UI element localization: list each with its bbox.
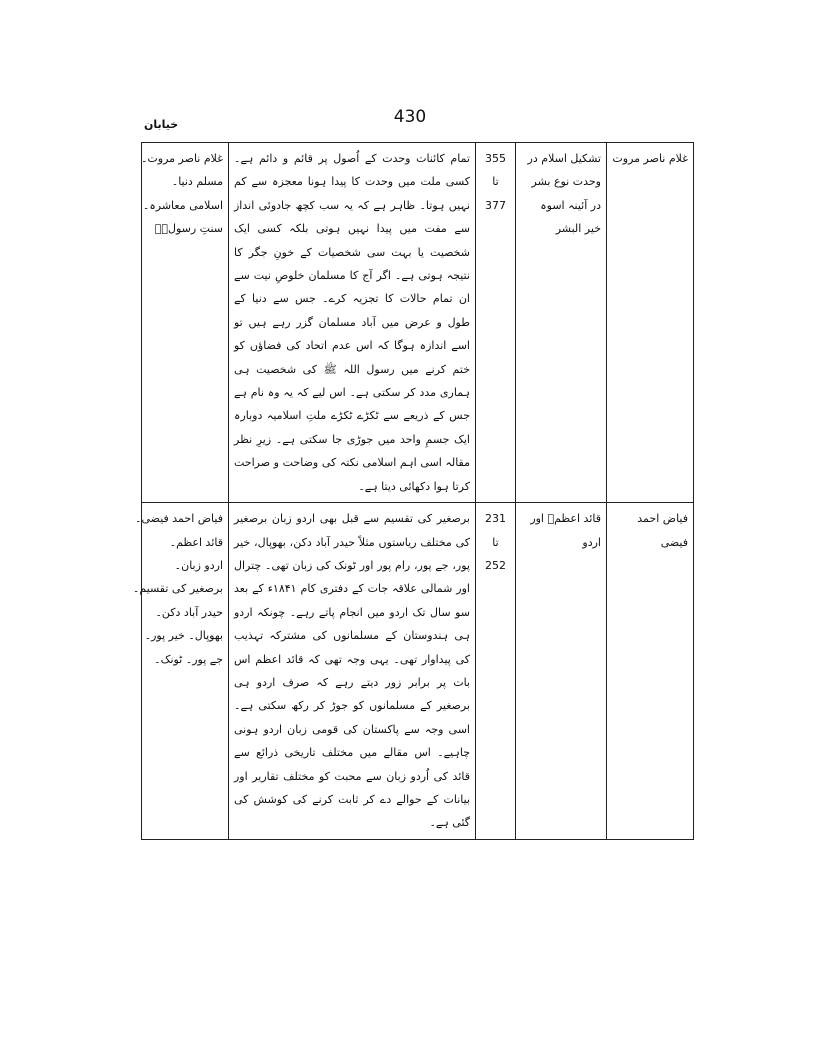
title-cell: قائد اعظمؒ اور اردو	[516, 503, 607, 840]
keywords-cell	[132, 503, 229, 840]
keyword: بھوپال۔ خیر پور۔	[144, 629, 223, 643]
keyword: برصغیر کی تقسیم۔	[132, 582, 223, 596]
keyword: جے پور۔ ٹونک۔	[154, 652, 223, 666]
page-to: تا	[492, 535, 499, 549]
author-cell: غلام ناصر مروت	[607, 143, 694, 503]
running-head: خیابان	[144, 118, 179, 131]
page-start: 355	[485, 152, 506, 165]
table-row	[142, 503, 694, 840]
author-cell: فیاض احمد فیضی	[607, 503, 694, 840]
keyword: مسلم دنیا۔	[171, 175, 223, 189]
page-start: 231	[485, 512, 506, 526]
page-number: 430	[393, 107, 427, 127]
page-end: 252	[485, 558, 506, 572]
keyword: غلام ناصر مروت۔	[140, 152, 223, 165]
pages-cell	[476, 503, 516, 840]
summary-cell: برصغیر کی تقسیم سے قبل بھی اردو زبان برصغیر کی مختلف ریاستوں مثلاً حیدر آباد دکن، بھوپال، خیر پور، جے پور، رام پور اور ٹونک کی زبان تھی۔ چترال اور شمالی علاقہ جات کے دفتری کام ۱۸۴۱ء کے بعد سو سال تک اردو میں انجام پاتے رہے۔ چونکہ اردو ہی ہندوستان کے مسلمانوں کی مشترکہ تہذیب کی پیداوار تھی۔ یہی وجہ تھی کہ قائد اعظم اس بات پر برابر زور دیتے رہے کہ صرف اردو ہی برصغیر کے مسلمانوں کو جوڑ کر رکھ سکتی ہے۔ اسی وجہ سے پاکستان کی قومی زبان اردو ہونی چاہیے۔ اس مقالے میں مختلف تاریخی ذرائع سے قائد کی اُردو زبان سے محبت کو مختلف تقاریر اور بیانات کے حوالے دے کر ثابت کرنے کی کوشش کی گئی ہے۔	[229, 503, 476, 840]
page-end: 377	[485, 198, 506, 212]
keyword: حیدر آباد دکن۔	[155, 605, 223, 619]
table-row	[142, 143, 694, 503]
keyword: اسلامی معاشرہ۔	[142, 198, 223, 212]
keyword: سنتِ رسولؐ۔	[154, 222, 223, 236]
page-to: تا	[492, 175, 499, 189]
pages-cell	[476, 143, 516, 503]
keyword: قائد اعظم۔	[169, 535, 223, 549]
index-table	[132, 142, 694, 840]
keyword: فیاض احمد فیضی۔	[135, 512, 223, 526]
title-cell: تشکیل اسلام در وحدت نوع بشر در آئینہ اسوہ خیر البشر	[516, 143, 607, 503]
keyword: اردو زبان۔	[174, 558, 223, 572]
summary-cell: تمام کائنات وحدت کے اُصول پر قائم و دائم ہے۔ کسی ملت میں وحدت کا پیدا ہونا معجزہ سے کم نہیں ہوتا۔ ظاہر ہے کہ یہ سب کچھ جادوئی انداز سے مفت میں پیدا نہیں ہوتی بلکہ کسی ایک شخصیت یا بہت سی شخصیات کے خونِ جگر کا نتیجہ ہوتی ہے۔ اگر آج کا مسلمان خلوصِ نیت سے ان تمام حالات کا تجزیہ کرے۔ جس سے دنیا کے طول و عرض میں آباد مسلمان گزر رہے ہیں تو اسے اندازہ ہوگا کہ اس عدم اتحاد کی فضاؤں کو ختم کرنے میں رسول اللہ ﷺ کی شخصیت ہی ہماری مدد کر سکتی ہے۔ اس لیے کہ یہ وہ نام ہے جس کے ذریعے سے ٹکڑے ٹکڑے ملتِ اسلامیہ دوبارہ ایک جسمِ واحد میں جوڑی جا سکتی ہے۔ زیرِ نظر مقالہ اسی اہم اسلامی نکتہ کی وضاحت و صراحت کرتا ہوا دکھائی دیتا ہے۔	[229, 143, 476, 503]
keywords-cell	[142, 143, 229, 503]
